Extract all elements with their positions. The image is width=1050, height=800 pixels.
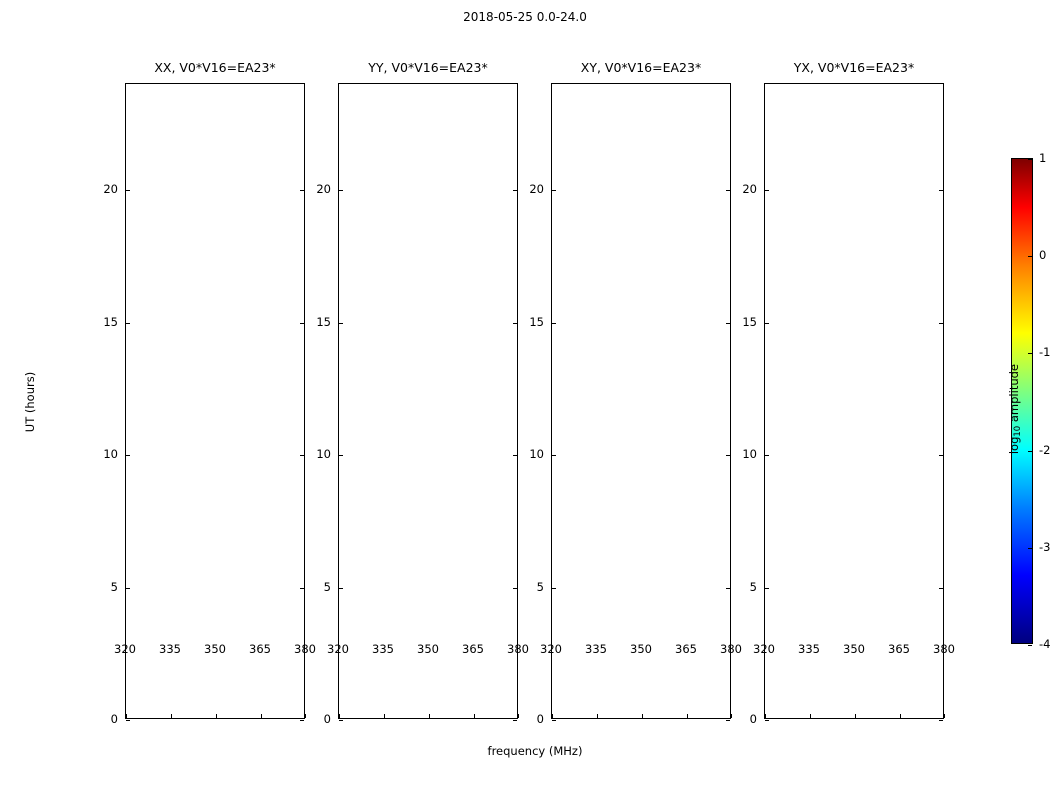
plot-panel-yx: [764, 60, 944, 719]
xtick-label: 380: [933, 642, 955, 656]
ytick-label: 5: [110, 579, 118, 594]
ytick-label: 5: [323, 579, 331, 594]
xtick-label: 335: [159, 642, 181, 656]
xtick-label: 350: [630, 642, 652, 656]
xtick-label: 320: [327, 642, 349, 656]
ytick-mark: [552, 588, 556, 589]
xtick-mark: [810, 714, 811, 718]
colorbar-label-prefix: log: [1006, 436, 1021, 455]
ytick-label: 5: [536, 579, 544, 594]
colorbar-tick-label: -1: [1039, 345, 1050, 360]
ytick-label: 20: [316, 182, 331, 196]
colorbar-tick: [1028, 645, 1032, 646]
ytick-mark: [765, 588, 769, 589]
ytick-label: 20: [742, 182, 757, 196]
ytick-label: 15: [529, 314, 544, 329]
xtick-mark: [216, 714, 217, 718]
xtick-label: 350: [843, 642, 865, 656]
ytick-mark: [126, 190, 130, 191]
colorbar-tick: [1028, 159, 1032, 160]
ytick-label: 20: [103, 182, 118, 196]
plot-panel-xx: [125, 60, 305, 719]
ytick-label: 0: [749, 712, 757, 726]
ytick-mark: [126, 720, 130, 721]
ytick-label: 10: [529, 447, 544, 461]
xtick-mark: [900, 714, 901, 718]
xtick-label: 335: [372, 642, 394, 656]
xtick-label: 320: [540, 642, 562, 656]
ytick-label: 20: [529, 182, 544, 196]
ytick-label: 15: [316, 314, 331, 329]
colorbar-tick: [1028, 548, 1032, 549]
xtick-mark: [642, 714, 643, 718]
ytick-mark: [339, 190, 343, 191]
ytick-label: 5: [749, 579, 757, 594]
colorbar-tick-label: 0: [1039, 248, 1047, 263]
xtick-label: 335: [585, 642, 607, 656]
xtick-mark: [855, 714, 856, 718]
ytick-mark: [339, 455, 343, 456]
ytick-mark: [765, 455, 769, 456]
xtick-mark: [126, 714, 127, 718]
colorbar-tick-label: -3: [1039, 539, 1050, 554]
xtick-label: 320: [753, 642, 775, 656]
plot-panel-yy: [338, 60, 518, 719]
panel-title-xx: XX, V0*V16=EA23*: [154, 60, 276, 75]
ytick-mark: [126, 455, 130, 456]
ytick-label: 0: [536, 712, 544, 726]
ytick-label: 15: [742, 314, 757, 329]
xtick-label: 365: [675, 642, 697, 656]
ytick-label: 0: [110, 712, 118, 726]
xtick-label: 380: [720, 642, 742, 656]
ytick-mark: [939, 323, 943, 324]
y-axis-label: UT (hours): [23, 371, 37, 433]
xtick-mark: [597, 714, 598, 718]
colorbar-tick: [1028, 353, 1032, 354]
xtick-label: 380: [507, 642, 529, 656]
ytick-mark: [552, 720, 556, 721]
xtick-label: 350: [417, 642, 439, 656]
xtick-mark: [687, 714, 688, 718]
ytick-mark: [552, 323, 556, 324]
xtick-mark: [261, 714, 262, 718]
ytick-mark: [126, 323, 130, 324]
colorbar-tick-label: 1: [1039, 151, 1047, 165]
xtick-mark: [339, 714, 340, 718]
ytick-label: 10: [103, 447, 118, 461]
xtick-label: 365: [462, 642, 484, 656]
xtick-label: 365: [249, 642, 271, 656]
xtick-mark: [765, 714, 766, 718]
xtick-mark: [171, 714, 172, 718]
xtick-mark: [429, 714, 430, 718]
colorbar-tick-label: -2: [1039, 442, 1050, 457]
colorbar-label-suffix: amplitude: [1006, 364, 1021, 426]
ytick-mark: [339, 323, 343, 324]
xtick-mark: [474, 714, 475, 718]
ytick-mark: [939, 588, 943, 589]
ytick-mark: [339, 588, 343, 589]
xtick-label: 335: [798, 642, 820, 656]
ytick-mark: [552, 190, 556, 191]
ytick-mark: [939, 720, 943, 721]
panel-title-yy: YY, V0*V16=EA23*: [368, 60, 488, 75]
colorbar-label-sub: 10: [1013, 425, 1024, 437]
x-axis-label: frequency (MHz): [487, 744, 583, 758]
figure-suptitle: 2018-05-25 0.0-24.0: [463, 10, 587, 24]
ytick-mark: [552, 455, 556, 456]
colorbar-label: [1007, 309, 1023, 509]
ytick-label: 10: [316, 447, 331, 461]
colorbar-tick: [1028, 256, 1032, 257]
xtick-label: 350: [204, 642, 226, 656]
ytick-mark: [126, 588, 130, 589]
ytick-mark: [765, 323, 769, 324]
colorbar-tick-label: -4: [1039, 637, 1050, 651]
xtick-mark: [552, 714, 553, 718]
ytick-label: 15: [103, 314, 118, 329]
colorbar-tick: [1028, 451, 1032, 452]
ytick-label: 0: [323, 712, 331, 726]
ytick-mark: [765, 720, 769, 721]
ytick-mark: [939, 455, 943, 456]
ytick-label: 10: [742, 447, 757, 461]
xtick-mark: [384, 714, 385, 718]
xtick-label: 365: [888, 642, 910, 656]
panel-title-xy: XY, V0*V16=EA23*: [580, 60, 702, 75]
xtick-label: 320: [114, 642, 136, 656]
xtick-mark: [944, 714, 945, 718]
plot-panel-xy: [551, 60, 731, 719]
panel-title-yx: YX, V0*V16=EA23*: [793, 60, 915, 75]
ytick-mark: [339, 720, 343, 721]
xtick-label: 380: [294, 642, 316, 656]
ytick-mark: [765, 190, 769, 191]
ytick-mark: [939, 190, 943, 191]
